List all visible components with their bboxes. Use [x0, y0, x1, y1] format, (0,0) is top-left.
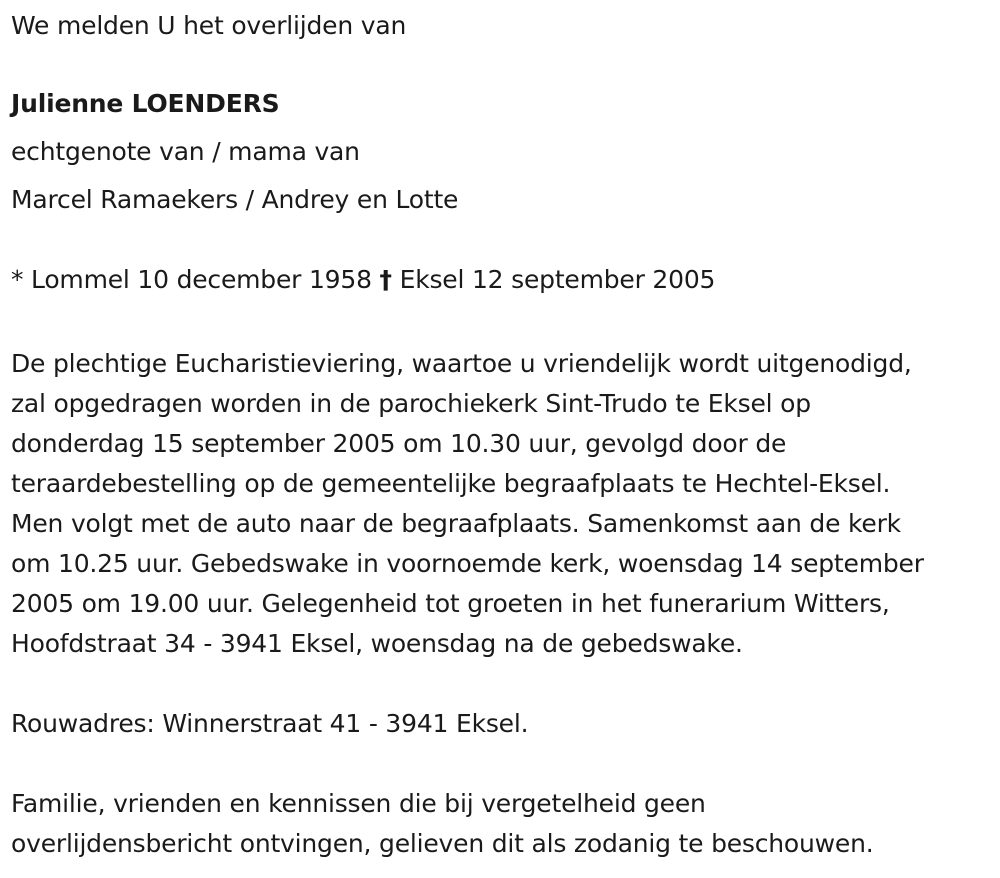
intro-text: We melden U het overlijden van [11, 11, 407, 40]
life-dates [11, 264, 1000, 296]
ceremony-line: teraardebestelling op de gemeentelijke begraafplaats te Hechtel-Eksel. [11, 469, 891, 498]
death-info: Eksel 12 september 2005 [399, 265, 716, 294]
ceremony-line: donderdag 15 september 2005 om 10.30 uur, gevolgd door de [11, 429, 787, 458]
deceased-name: Julienne LOENDERS [11, 89, 280, 118]
ceremony-line: 2005 om 19.00 uur. Gelegenheid tot groeten in het funerarium Witters, [11, 589, 890, 618]
relation-names: Marcel Ramaekers / Andrey en Lotte [11, 185, 459, 214]
birth-info: * Lommel 10 december 1958 [11, 265, 372, 294]
ceremony-line: om 10.25 uur. Gebedswake in voornoemde kerk, woensdag 14 september [11, 549, 924, 578]
ceremony-paragraph [11, 344, 1000, 664]
ceremony-line: Men volgt met de auto naar de begraafplaats. Samenkomst aan de kerk [11, 509, 901, 538]
ceremony-line: De plechtige Eucharistieviering, waartoe u vriendelijk wordt uitgenodigd, [11, 349, 912, 378]
relation-label: echtgenote van / mama van [11, 137, 360, 166]
mourning-address: Rouwadres: Winnerstraat 41 - 3941 Eksel. [11, 709, 529, 738]
cross-icon: † [379, 265, 392, 294]
closing-line: Familie, vrienden en kennissen die bij vergetelheid geen [11, 789, 706, 818]
ceremony-line: zal opgedragen worden in de parochiekerk Sint-Trudo te Eksel op [11, 389, 811, 418]
closing-paragraph [11, 784, 1000, 864]
ceremony-line: Hoofdstraat 34 - 3941 Eksel, woensdag na de gebedswake. [11, 629, 743, 658]
closing-line: overlijdensbericht ontvingen, gelieven dit als zodanig te beschouwen. [11, 829, 874, 858]
